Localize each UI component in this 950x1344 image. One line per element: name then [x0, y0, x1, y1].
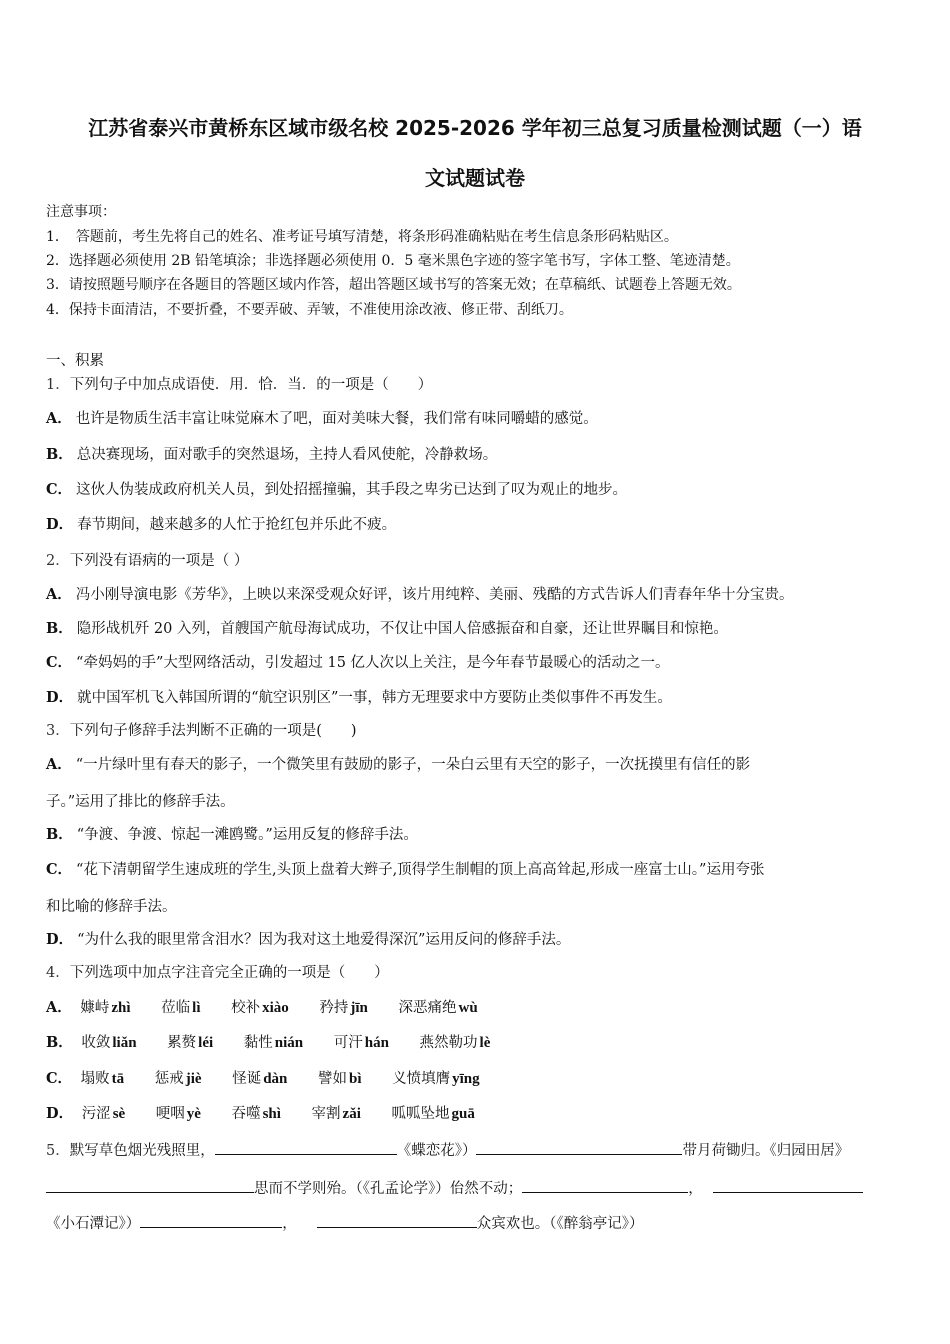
pinyin-item [392, 1069, 480, 1089]
word: 污涩 [81, 1106, 111, 1122]
question-text: 下列选项中加点字注音完全正确的一项是（ ） [69, 965, 389, 981]
option-text: “牵妈妈的手”大型网络活动，引发超过 15 亿人次以上关注，是今年春节最暖心的活动之一。 [76, 655, 670, 671]
option-a [46, 998, 504, 1018]
pinyin: lì [192, 1000, 201, 1016]
question-5-line3 [46, 1213, 644, 1234]
pinyin: jiè [185, 1071, 202, 1087]
pinyin-item [82, 1104, 126, 1124]
pinyin: lè [479, 1035, 491, 1051]
option-text: “一片绿叶里有春天的影子，一个微笑里有鼓励的影子，一朵白云里有天空的影子，一次抚摸里有信任的影 [75, 757, 751, 773]
question-number: 3． [46, 723, 70, 739]
word: 校补 [231, 1000, 261, 1016]
option-label: D． [46, 689, 74, 706]
question-number: 1． [46, 377, 70, 393]
option-c [46, 860, 764, 880]
exam-title-line1: 江苏省泰兴市黄桥东区域市级名校 2025-2026 学年初三总复习质量检测试题（一）语 [88, 116, 862, 140]
pinyin-item [155, 1069, 202, 1089]
option-label: C． [46, 1070, 73, 1087]
question-text: 默写草色烟光残照里， [69, 1143, 215, 1159]
pinyin: guā [451, 1106, 475, 1122]
option-label: A． [46, 756, 72, 773]
option-text: “争渡、争渡、惊起一滩鸥鹭。”运用反复的修辞手法。 [76, 827, 418, 843]
pinyin-item [80, 998, 130, 1018]
word: 惩戒 [154, 1071, 184, 1087]
option-b [46, 619, 728, 639]
question-5-line2 [46, 1178, 863, 1199]
pinyin-item [420, 1033, 491, 1053]
word: 宰割 [311, 1106, 341, 1122]
pinyin-item [391, 1104, 474, 1124]
word: 燕然勒功 [419, 1035, 478, 1051]
pinyin: shì [262, 1106, 281, 1122]
option-text: 春节期间，越来越多的人忙于抢红包并乐此不疲。 [77, 517, 397, 533]
note-item: 2．选择题必须使用 2B 铅笔填涂；非选择题必须使用 0．5 毫米黑色字迹的签字笔书写，字体工整、笔迹清楚。 [46, 253, 740, 269]
word: 嫝峙 [80, 1000, 110, 1016]
pinyin-item [244, 1033, 303, 1053]
option-text: “为什么我的眼里常含泪水？因为我对这土地爱得深沉”运用反问的修辞手法。 [77, 932, 571, 948]
pinyin-item [232, 1069, 287, 1089]
answer-blank[interactable] [713, 1178, 863, 1193]
pinyin-item [318, 1069, 362, 1089]
option-label: A． [46, 999, 72, 1016]
pinyin: sè [112, 1106, 126, 1122]
pinyin: tā [111, 1071, 125, 1087]
option-c [46, 480, 627, 500]
pinyin: zhì [111, 1000, 131, 1016]
note-item: 3．请按照题号顺序在各题目的答题区域内作答，超出答题区域书写的答案无效；在草稿纸、试题卷上答题无效。 [46, 277, 741, 293]
pinyin-item [312, 1104, 361, 1124]
option-d [46, 515, 396, 535]
answer-blank[interactable] [140, 1213, 282, 1228]
option-label: C． [46, 481, 73, 498]
option-d [46, 930, 570, 950]
option-a-continued: 子。”运用了排比的修辞手法。 [46, 794, 235, 810]
pinyin: léi [198, 1035, 214, 1051]
question-3-stem [46, 721, 357, 741]
word: 深恶痛绝 [398, 1000, 457, 1016]
pinyin: wù [458, 1000, 478, 1016]
section-heading: 一、积累 [46, 353, 104, 369]
answer-blank[interactable] [522, 1178, 688, 1193]
question-1-stem [46, 375, 432, 395]
word: 譬如 [318, 1071, 347, 1087]
word: 莅临 [161, 1000, 191, 1016]
pinyin-item [334, 1033, 389, 1053]
word: 塌败 [80, 1071, 110, 1087]
option-text: 冯小刚导演电影《芳华》，上映以来深受观众好评，该片用纯粹、美丽、残酷的方式告诉人们青春年华十分宝贵。 [75, 587, 794, 603]
option-label: B． [46, 1034, 73, 1051]
word: 矜持 [319, 1000, 349, 1016]
question-number: 2． [46, 553, 70, 569]
word: 累赘 [167, 1035, 197, 1051]
option-label: A． [46, 586, 72, 603]
option-label: D． [46, 1105, 74, 1122]
pinyin-item [399, 998, 478, 1018]
option-b [46, 825, 418, 845]
option-d [46, 688, 672, 708]
word: 呱呱坠地 [391, 1106, 450, 1122]
option-text: 就中国军机飞入韩国所谓的“航空识别区”一事，韩方无理要求中方要防止类似事件不再发生。 [77, 690, 672, 706]
pinyin-item [319, 998, 368, 1018]
pinyin: yīng [452, 1071, 480, 1087]
answer-blank[interactable] [215, 1140, 397, 1155]
option-label: B． [46, 446, 73, 463]
question-text: 思而不学则殆。（《孔孟论学》）佁然不动； [254, 1181, 523, 1197]
option-label: B． [46, 620, 73, 637]
option-a [46, 409, 598, 429]
word: 义愤填膺 [392, 1071, 451, 1087]
pinyin: liǎn [112, 1035, 137, 1051]
pinyin-item [81, 1033, 136, 1053]
pinyin-item [231, 998, 289, 1018]
pinyin-item [81, 1069, 125, 1089]
option-c-continued: 和比喻的修辞手法。 [46, 899, 177, 915]
answer-blank[interactable] [476, 1140, 682, 1155]
pinyin-item [232, 1104, 281, 1124]
option-label: B． [46, 826, 73, 843]
question-text: 《小石潭记》） [46, 1216, 141, 1232]
option-c [46, 653, 670, 673]
option-label: D． [46, 931, 74, 948]
question-text: 带月荷锄归。《归园田居》 [682, 1143, 850, 1159]
note-item: 4．保持卡面清洁，不要折叠，不要弄破、弄皱，不准使用涂改液、修正带、刮纸刀。 [46, 302, 573, 318]
exam-title-line2: 文试题试卷 [425, 166, 525, 190]
pinyin: dàn [263, 1071, 288, 1087]
word: 黏性 [243, 1035, 273, 1051]
option-d [46, 1104, 501, 1124]
word: 哽咽 [155, 1106, 185, 1122]
option-text: 也许是物质生活丰富让味觉麻木了吧，面对美味大餐，我们常有味同嚼蜡的感觉。 [75, 411, 598, 427]
question-2-stem [46, 551, 248, 571]
question-text: ， [688, 1181, 703, 1197]
pinyin-item [156, 1104, 201, 1124]
question-text: 下列没有语病的一项是（ ） [69, 553, 249, 569]
word: 收敛 [81, 1035, 111, 1051]
option-text: “花下清朝留学生速成班的学生,头顶上盘着大辫子,顶得学生制帽的顶上高高耸起,形成一座富士山。”运用夸张 [76, 862, 765, 878]
option-text: 总决赛现场，面对歌手的突然退场，主持人看风使舵，冷静救场。 [76, 447, 498, 463]
option-label: A． [46, 410, 72, 427]
option-label: C． [46, 654, 73, 671]
word: 怪诞 [232, 1071, 262, 1087]
question-4-stem [46, 963, 389, 983]
pinyin: hán [364, 1035, 389, 1051]
note-item: 1． 答题前，考生先将自己的姓名、准考证号填写清楚，将条形码准确粘贴在考生信息条形码粘贴区。 [46, 229, 678, 245]
pinyin-item [167, 1033, 213, 1053]
question-text: 众宾欢也。（《醉翁亭记》） [476, 1216, 644, 1232]
question-number: 4． [46, 965, 70, 981]
question-5-line1 [46, 1140, 849, 1161]
option-label: D． [46, 516, 74, 533]
pinyin: jīn [350, 1000, 368, 1016]
option-a [46, 585, 794, 605]
pinyin: yè [186, 1106, 201, 1122]
option-label: C． [46, 861, 73, 878]
option-a [46, 755, 750, 775]
pinyin-item [161, 998, 200, 1018]
pinyin: xiào [262, 1000, 289, 1016]
answer-blank[interactable] [317, 1213, 477, 1228]
notes-heading: 注意事项： [46, 204, 116, 220]
option-b [46, 445, 497, 465]
answer-blank[interactable] [46, 1178, 254, 1193]
word: 可汗 [333, 1035, 363, 1051]
question-text: 《蝶恋花》） [396, 1143, 477, 1159]
option-text: 隐形战机歼 20 入列，首艘国产航母海试成功，不仅让中国人倍感振奋和自豪，还让世界瞩目和惊艳。 [76, 621, 728, 637]
question-text: 下列句子修辞手法判断不正确的一项是( ) [69, 723, 357, 739]
question-text: 下列句子中加点成语使．用．恰．当．的一项是（ ） [69, 377, 433, 393]
pinyin: bì [349, 1071, 362, 1087]
word: 吞噬 [231, 1106, 261, 1122]
option-b [46, 1033, 516, 1053]
question-text: ， [282, 1216, 297, 1232]
option-text: 这伙人伪装成政府机关人员，到处招摇撞骗，其手段之卑劣已达到了叹为观止的地步。 [76, 482, 628, 498]
pinyin: zǎi [342, 1106, 361, 1122]
pinyin: nián [274, 1035, 304, 1051]
question-number: 5． [46, 1143, 70, 1159]
option-c [46, 1069, 506, 1089]
